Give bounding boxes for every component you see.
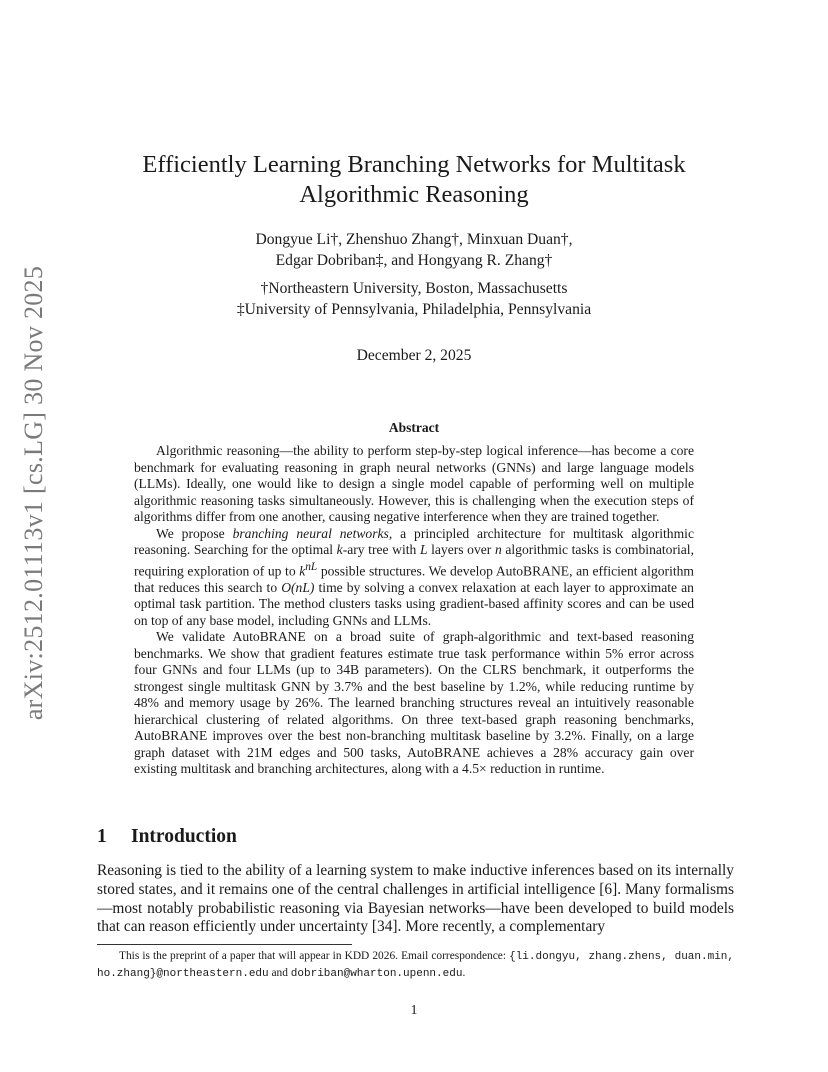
text-run: possible structures. We develop AutoBRANE, an efficient algorithm that reduces this search to xyxy=(134,563,694,595)
paper-title-line-2: Algorithmic Reasoning xyxy=(299,181,529,208)
math-exponent: nL xyxy=(305,560,318,573)
arxiv-identifier-stamp xyxy=(4,265,64,721)
math-variable: n xyxy=(494,542,502,557)
text-run: algorithmic tasks is combinatorial, requiring exploration of up to xyxy=(134,542,694,579)
footnote-text: and xyxy=(268,967,291,979)
footnote-text: This is the preprint of a paper that will appear in KDD 2026. Email correspondence: xyxy=(119,950,510,962)
math-complexity: O(nL) xyxy=(281,579,315,595)
paper-title xyxy=(100,150,728,210)
author-list xyxy=(100,229,728,271)
section-heading xyxy=(97,826,237,848)
affiliation-1: †Northeastern University, Boston, Massachusetts xyxy=(260,280,568,297)
text-run: time by solving a convex relaxation at each layer to approximate an optimal task partition. The method clusters tasks using gradient-based affinity scores and can be used on top of any base model, including GNNs and LLMs. xyxy=(134,579,694,628)
math-variable: L xyxy=(419,542,428,557)
footnote xyxy=(97,948,734,982)
math-variable: k xyxy=(336,542,343,557)
footnote-email-group[interactable]: {li.dongyu, zhang.zhens, duan.min, ho.zhang}@northeastern.edu xyxy=(97,951,735,980)
abstract-paragraph-3: We validate AutoBRANE on a broad suite of graph-algorithmic and text-based reasoning benchmarks. We show that gradient features estimate true task performance within 5% error across four GNNs and four LLMs (up to 34B parameters). On the CLRS benchmark, it outperforms the strongest single multitask GNN by 3.7% and the best baseline by 1.2%, while reducing runtime by 48% and memory usage by 26%. The learned branching structures reveal an intuitively reasonable hierarchical clustering of related algorithms. On three text-based graph reasoning benchmarks, AutoBRANE improves over the best non-branching multitask baseline by 3.2%. Finally, on a large graph dataset with 21M edges and 500 tasks, AutoBRANE achieves a 28% accuracy gain over existing multitask and branching architectures, along with a 4.5× reduction in runtime. xyxy=(134,629,694,777)
math-variable: k xyxy=(299,563,306,579)
affiliations xyxy=(100,278,728,320)
footnote-divider xyxy=(97,944,352,945)
text-run: , a principled architecture for multitask algorithmic reasoning. Searching for the optimal xyxy=(134,525,694,557)
introduction-paragraph-1: Reasoning is tied to the ability of a learning system to make inductive inferences based on its internally stored states, and it remains one of the central challenges in artificial intelligence [6]. Many formalisms—most notably probabilistic reasoning via Bayesian networks—have been developed to build models that can reason efficiently under uncertainty [34]. More recently, a complementary xyxy=(97,862,734,936)
text-run: -ary tree with xyxy=(342,542,420,557)
abstract-body xyxy=(134,443,694,778)
emphasis-term: branching neural networks xyxy=(232,525,389,541)
affiliation-2: ‡University of Pennsylvania, Philadelphia, Pennsylvania xyxy=(236,301,592,318)
abstract-heading: Abstract xyxy=(388,420,440,435)
text-run: We propose xyxy=(156,525,233,541)
footnote-email[interactable]: dobriban@wharton.upenn.edu xyxy=(290,968,463,980)
abstract-paragraph-2 xyxy=(134,526,694,630)
section-number: 1 xyxy=(97,826,107,847)
paper-date: December 2, 2025 xyxy=(356,347,472,364)
arxiv-identifier-text: arXiv:2512.01113v1 [cs.LG] 30 Nov 2025 xyxy=(19,265,48,721)
page-number: 1 xyxy=(410,1003,418,1018)
text-run: layers over xyxy=(427,542,495,557)
abstract-paragraph-1: Algorithmic reasoning—the ability to perform step-by-step logical inference—has become a core benchmark for evaluating reasoning in graph neural networks (GNNs) and large language models (LLMs). Ideally, one would like to design a single model capable of performing well on multiple algorithmic reasoning tasks simultaneously. However, this is challenging when the execution steps of algorithms differ from one another, causing negative interference when they are trained together. xyxy=(134,443,694,524)
author-line-2: Edgar Dobriban‡, and Hongyang R. Zhang† xyxy=(275,252,553,269)
introduction-body xyxy=(97,862,734,937)
author-line-1: Dongyue Li†, Zhenshuo Zhang†, Minxuan Duan†, xyxy=(255,231,573,248)
paper-title-line-1: Efficiently Learning Branching Networks for Multitask xyxy=(142,151,686,178)
footnote-text: . xyxy=(462,967,466,979)
section-title: Introduction xyxy=(131,826,237,847)
